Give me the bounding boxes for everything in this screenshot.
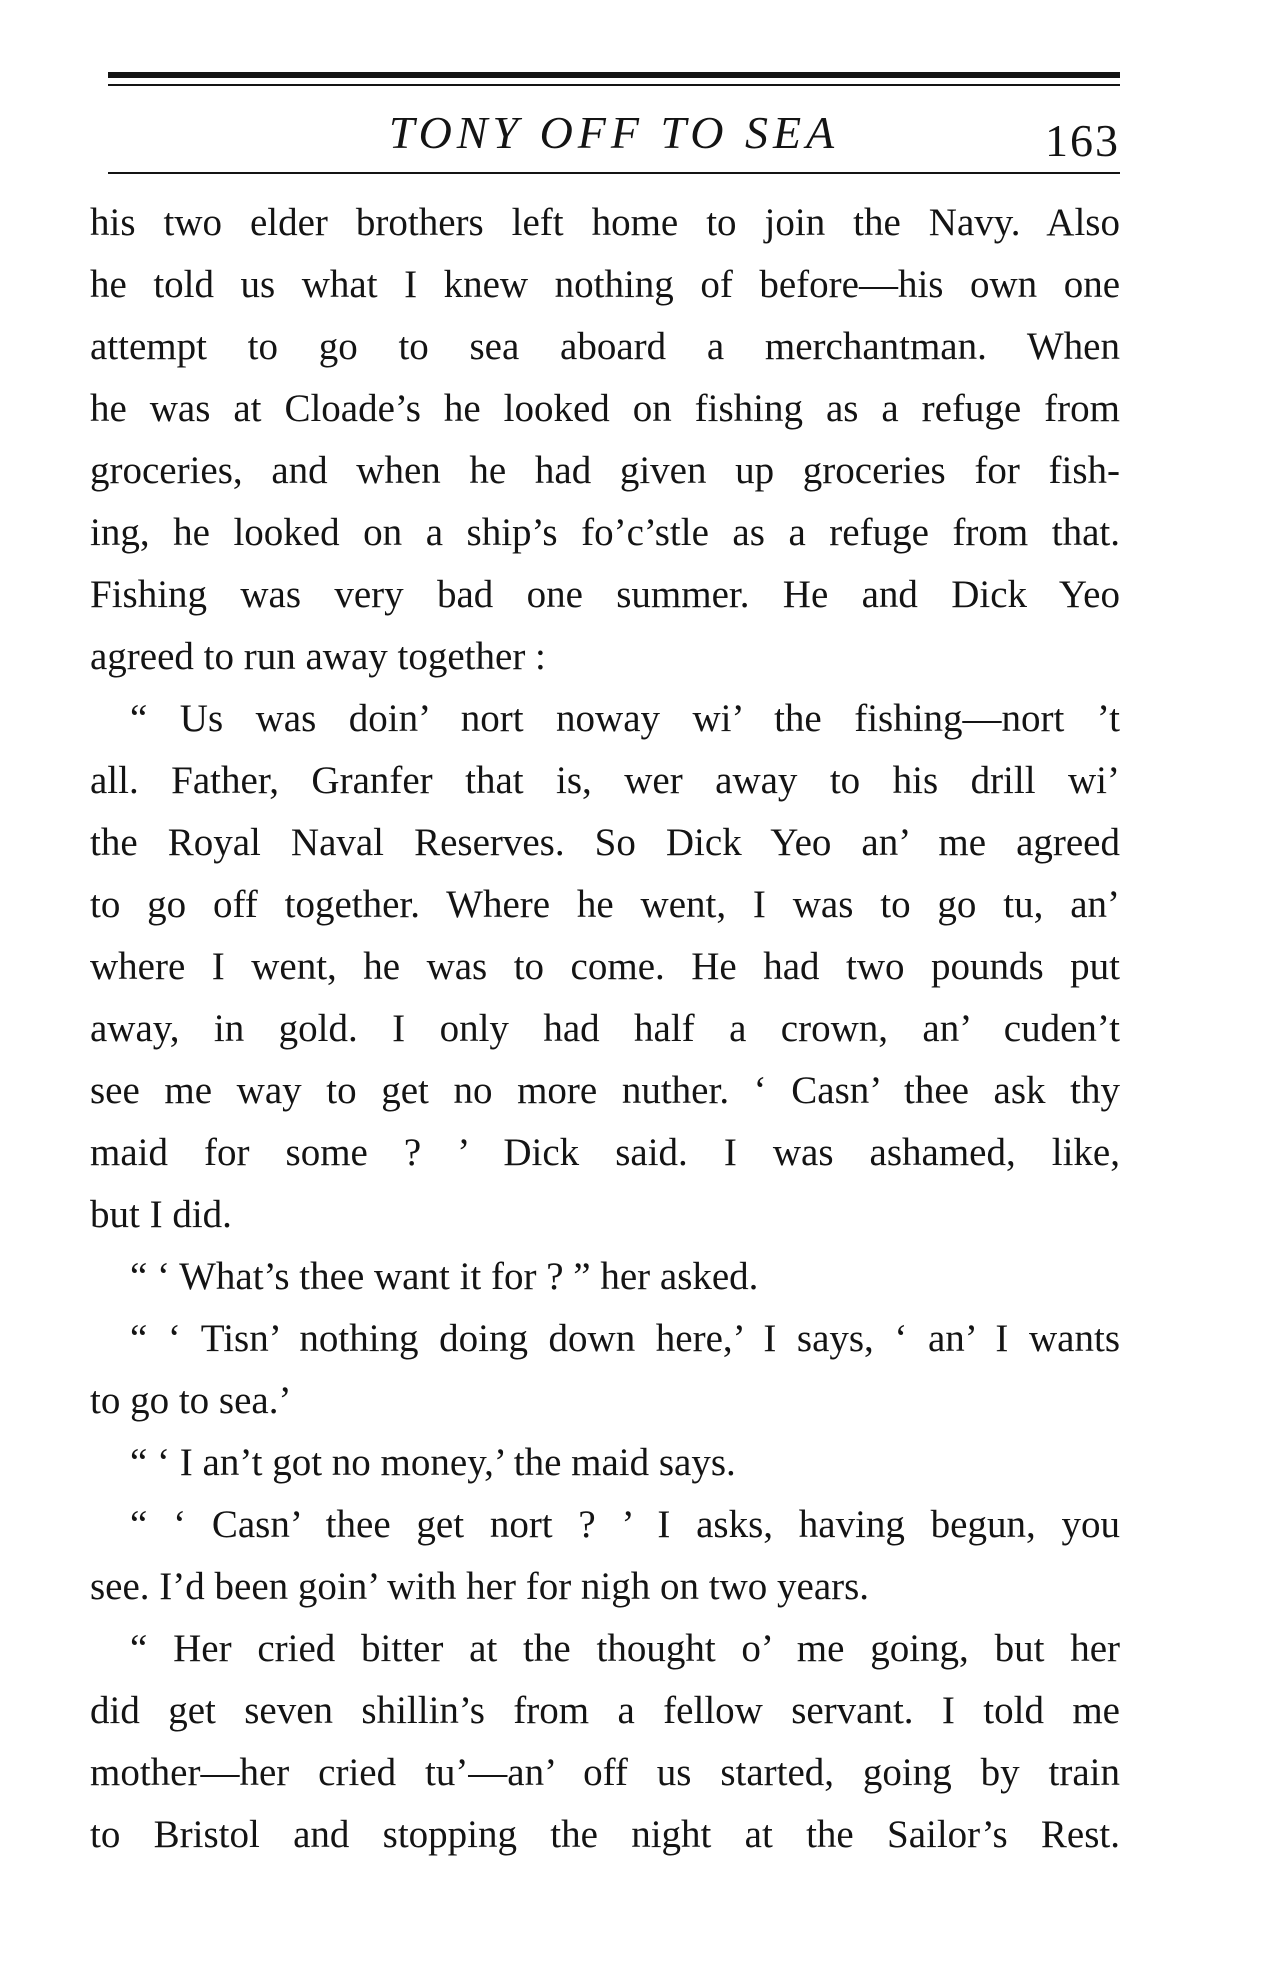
text-line: agreed to run away together : [90,635,546,678]
text-line: maid for some ? ’ Dick said. I was ashamed, like, [90,1131,1120,1174]
text-line: where I went, he was to come. He had two pounds put [90,945,1120,988]
text-line: “ ‘ Casn’ thee get nort ? ’ I asks, having begun, you [130,1503,1120,1546]
header-rule-bottom [108,172,1120,174]
page-header [108,98,1120,178]
text-line: Fishing was very bad one summer. He and Dick Yeo [90,573,1120,616]
text-line: groceries, and when he had given up groceries for fish- [90,449,1120,492]
text-line: mother—her cried tu’—an’ off us started, going by train [90,1751,1120,1794]
page-number: 163 [1045,115,1120,166]
text-line: did get seven shillin’s from a fellow servant. I told me [90,1689,1120,1732]
text-line: see. I’d been goin’ with her for nigh on two years. [90,1565,870,1608]
text-line: “ ‘ What’s thee want it for ? ” her asked. [130,1255,759,1298]
text-line: away, in gold. I only had half a crown, an’ cuden’t [90,1007,1120,1050]
running-title: TONY OFF TO SEA [388,107,840,158]
text-line: attempt to go to sea aboard a merchantman. When [90,325,1120,368]
header-rule-thick [108,72,1120,78]
text-line: ing, he looked on a ship’s fo’c’stle as a refuge from that. [90,511,1120,554]
text-line: but I did. [90,1193,232,1236]
text-line: his two elder brothers left home to join the Navy. Also [90,201,1120,244]
text-line: see me way to get no more nuther. ‘ Casn’ thee ask thy [90,1069,1120,1112]
text-line: to go off together. Where he went, I was to go tu, an’ [90,883,1120,926]
text-line: “ Us was doin’ nort noway wi’ the fishing—nort ’t [130,697,1120,740]
text-line: the Royal Naval Reserves. So Dick Yeo an’ me agreed [90,821,1120,864]
text-line: all. Father, Granfer that is, wer away to his drill wi’ [90,759,1120,802]
text-line: he told us what I knew nothing of before—his own one [90,263,1120,306]
text-line: to Bristol and stopping the night at the Sailor’s Rest. [90,1813,1120,1856]
header-rule-thin [108,84,1120,86]
text-line: he was at Cloade’s he looked on fishing as a refuge from [90,387,1120,430]
text-line: “ Her cried bitter at the thought o’ me going, but her [130,1627,1120,1670]
text-line: “ ‘ I an’t got no money,’ the maid says. [130,1441,736,1484]
text-line: to go to sea.’ [90,1379,292,1422]
body-text [90,192,1120,1866]
text-line: “ ‘ Tisn’ nothing doing down here,’ I says, ‘ an’ I wants [130,1317,1120,1360]
